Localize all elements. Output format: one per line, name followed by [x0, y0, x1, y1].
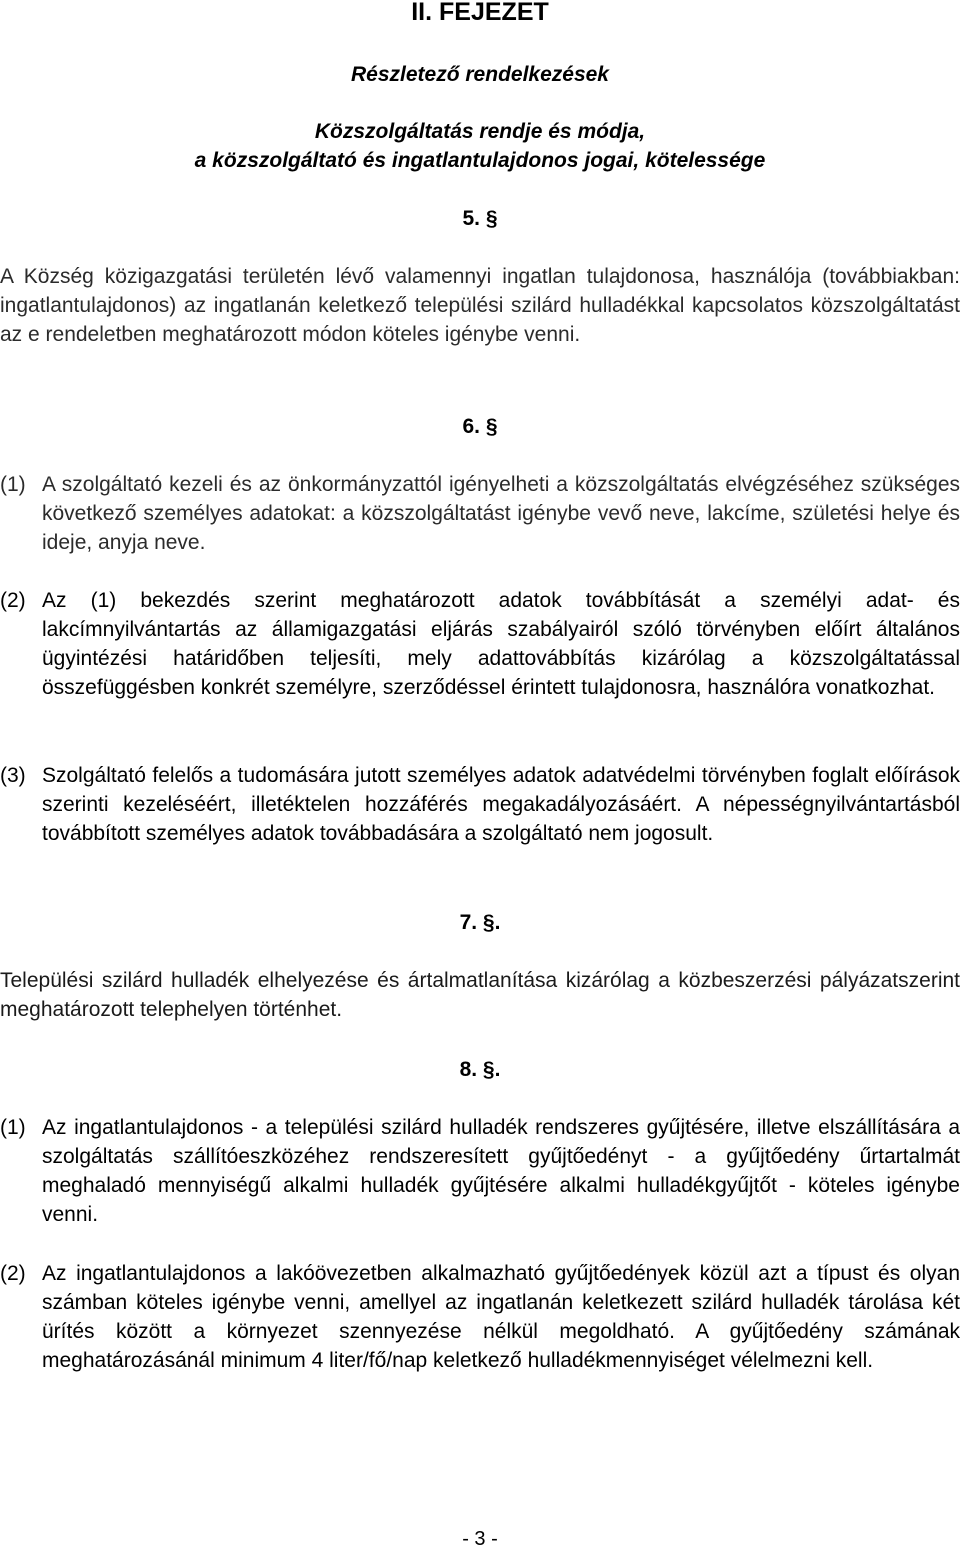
section-8-title: 8. §. — [459, 1058, 501, 1081]
item-text: A szolgáltató kezeli és az önkormányzattól igényelheti a közszolgáltatás elvégzéséhez szükséges következő személyes adatokat: a közszolgáltatást igénybe vevő neve, lakcíme, születési helye és ideje, anyja neve. — [42, 473, 960, 554]
section-6-item-2 — [0, 586, 960, 702]
item-text: Az ingatlantulajdonos - a települési szilárd hulladék rendszeres gyűjtésére, illetve elszállítására a szolgáltatás szállítóeszközéhez rendszeresített gyűjtőedényt - a gyűjtőedény űrtartalmát meghaladó mennyiségű alkalmi hulladék gyűjtésére alkalmi hulladékgyűjtőt - köteles igénybe venni. — [42, 1116, 960, 1226]
section-heading-line2: a közszolgáltató és ingatlantulajdonos jogai, kötelessége — [194, 149, 766, 172]
section-7-title: 7. §. — [459, 911, 501, 934]
section-6-item-1 — [0, 470, 960, 557]
item-number: (3) — [0, 764, 26, 787]
section-8-item-2 — [0, 1259, 960, 1375]
section-5-title: 5. § — [462, 207, 498, 230]
item-number: (1) — [0, 473, 26, 496]
section-heading — [0, 117, 960, 175]
section-heading-line1: Közszolgáltatás rendje és módja, — [314, 120, 646, 143]
item-number: (2) — [0, 589, 26, 612]
section-8-item-1 — [0, 1113, 960, 1229]
section-6-item-3 — [0, 761, 960, 848]
section-5-paragraph: A Község közigazgatási területén lévő valamennyi ingatlan tulajdonosa, használója (továbbiakban: ingatlantulajdonos) az ingatlanán keletkező települési szilárd hulladékkal kapcsolatos közszolgáltatást az e rendeletben meghatározott módon köteles igénybe venni. — [0, 265, 960, 346]
item-text: Az (1) bekezdés szerint meghatározott adatok továbbítását a személyi adat- és lakcímnyilvántartás az államigazgatási eljárás szabályairól szóló törvényben előírt általános ügyintézési határidőben teljesíti, mely adattovábbítás kizárólag a közszolgáltatással összefüggésben konkrét személyre, szerződéssel érintett tulajdonosra, használóra vonatkozhat. — [42, 589, 960, 699]
section-7-paragraph: Települési szilárd hulladék elhelyezése és ártalmatlanítása kizárólag a közbeszerzési pályázatszerint meghatározott telephelyen történhet. — [0, 969, 960, 1021]
item-text: Szolgáltató felelős a tudomására jutott személyes adatok adatvédelmi törvényben foglalt előírások szerinti kezeléséért, illetéktelen hozzáférés megakadályozásáért. A népességnyilvántartásból továbbított személyes adatok továbbadására a szolgáltató nem jogosult. — [42, 764, 960, 845]
section-6-title: 6. § — [462, 415, 498, 438]
item-number: (2) — [0, 1262, 26, 1285]
chapter-title: II. FEJEZET — [411, 0, 549, 26]
item-text: Az ingatlantulajdonos a lakóövezetben alkalmazható gyűjtőedények közül azt a típust és olyan számban köteles igénybe venni, amellyel az ingatlanán keletkezett szilárd hulladék tárolása két ürítés között a környezet szennyezése nélkül megoldható. A gyűjtőedény számának meghatározásánál minimum 4 liter/fő/nap keletkező hulladékmennyiséget vélelmezni kell. — [42, 1262, 960, 1372]
chapter-subtitle: Részletező rendelkezések — [351, 63, 609, 86]
page-number: - 3 - — [462, 1528, 498, 1550]
item-number: (1) — [0, 1116, 26, 1139]
